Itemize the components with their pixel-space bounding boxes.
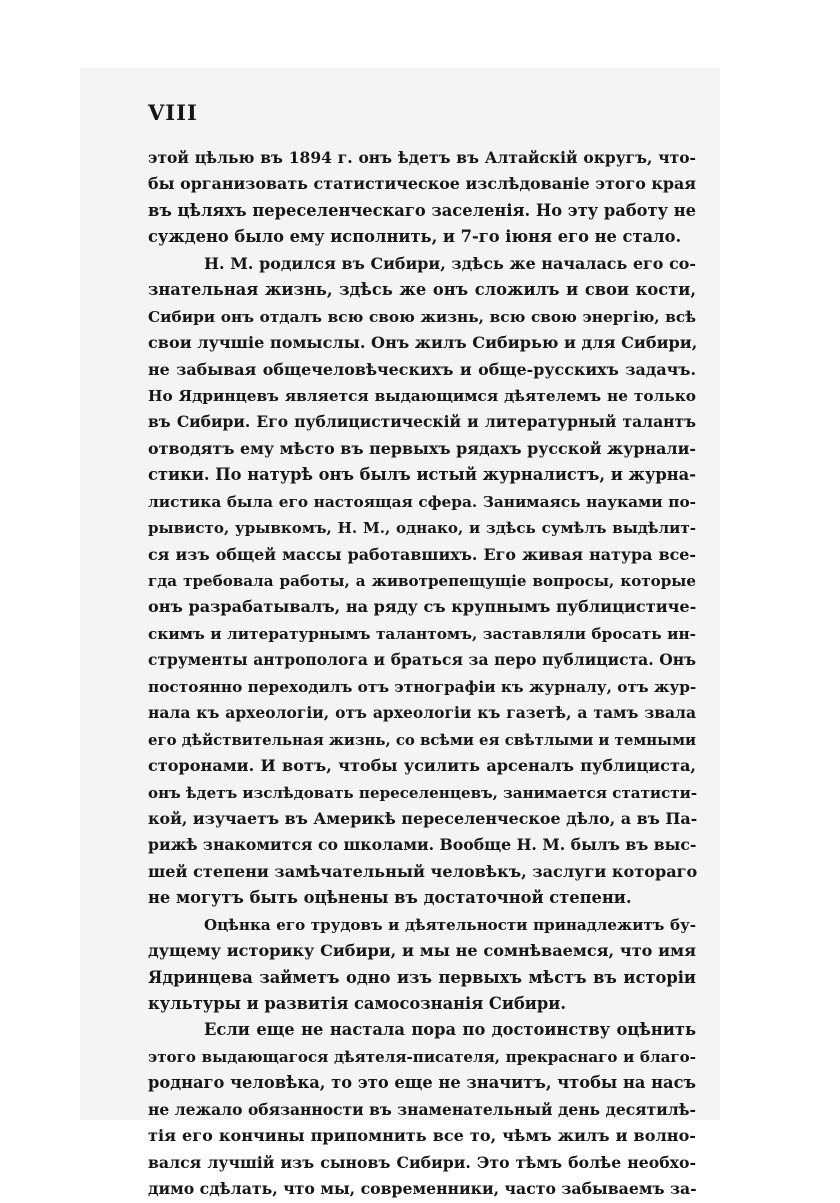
text-line: тія его кончины припомнить все то, чѣмъ жилъ и волно- [148, 1126, 696, 1146]
text-line: вался лучшій изъ сыновъ Сибири. Это тѣмъ болѣе необхо- [148, 1152, 696, 1172]
text-line: онъ разрабатывалъ, на ряду съ крупнымъ публицистиче- [148, 597, 697, 617]
text-line: постоянно переходилъ отъ этнографіи къ журналу, отъ жур- [148, 677, 697, 696]
text-line: листика была его настоящая сфера. Занимаясь науками по- [148, 492, 696, 511]
text-line: не забывая общечеловѣческихъ и обще-русскихъ задачъ. [148, 359, 696, 379]
text-line: въ Сибири. Его публицистическій и литературный талантъ [148, 412, 696, 432]
text-line: свои лучшіе помыслы. Онъ жилъ Сибирью и для Сибири, [148, 333, 698, 353]
text-line: гда требовала работы, а животрепещущіе вопросы, которые [148, 572, 696, 590]
text-line: стики. По натурѣ онъ былъ истый журналистъ, и журна- [148, 465, 696, 485]
text-line: Н. М. родился въ Сибири, здѣсь же началась его со- [204, 253, 696, 273]
text-line: кой, изучаетъ въ Америкѣ переселенческое дѣло, а въ Па- [148, 808, 698, 828]
text-line: бы организовать статистическое изслѣдованіе этого края [148, 174, 696, 194]
text-line: знательная жизнь, здѣсь же онъ сложилъ и свои кости, [148, 280, 696, 300]
text-line: Сибири онъ отдалъ всю свою жизнь, всю свою энергію, всѣ [148, 307, 696, 326]
text-line: струменты антрополога и браться за перо публициста. Онъ [148, 650, 696, 670]
text-line: Если еще не настала пора по достоинству оцѣнить [204, 1020, 696, 1040]
text-line: не лежало обязанности въ знаменательный день десятилѣ- [148, 1099, 696, 1119]
text-line: не могутъ быть оцѣнены въ достаточной степени. [148, 888, 632, 908]
text-line: шей степени замѣчательный человѣкъ, заслуги котораго [148, 861, 698, 881]
text-line: культуры и развитія самосознанія Сибири. [148, 994, 567, 1013]
text-line: этой цѣлью въ 1894 г. онъ ѣдетъ въ Алтайскій округъ, что- [148, 148, 696, 167]
text-line: рывисто, урывкомъ, Н. М., однако, и здѣсь сумѣлъ выдѣлит- [148, 519, 696, 538]
page-number: VIII [148, 100, 198, 125]
text-line: этого выдающагося дѣятеля-писателя, прекраснаго и благо- [148, 1047, 696, 1066]
text-line: Но Ядринцевъ является выдающимся дѣятелемъ не только [148, 386, 696, 405]
text-line: дущему историку Сибири, и мы не сомнѣваемся, что имя [148, 941, 696, 961]
text-line: ся изъ общей массы работавшихъ. Его живая натура все- [148, 544, 696, 564]
text-line: отводятъ ему мѣсто въ первыхъ рядахъ русской журнали- [148, 438, 696, 458]
text-line: его дѣйствительная жизнь, со всѣми ея свѣтлыми и темными [148, 730, 697, 749]
text-line: въ цѣляхъ переселенческаго заселенія. Но эту работу не [148, 200, 696, 220]
text-line: Оцѣнка его трудовъ и дѣятельности принадлежитъ бу- [204, 915, 696, 934]
text-line: роднаго человѣка, то это еще не значитъ, чтобы на насъ [148, 1073, 696, 1093]
text-line: нала къ археологіи, отъ археологіи къ газетѣ, а тамъ звала [148, 703, 696, 723]
text-line: сторонами. И вотъ, чтобы усилить арсеналъ публициста, [148, 756, 696, 776]
text-line: скимъ и литературнымъ талантомъ, заставляли бросать ин- [148, 624, 696, 643]
text-line: рижѣ знакомится со школами. Вообще Н. М. былъ въ выс- [148, 835, 697, 855]
text-line: онъ ѣдетъ изслѣдовать переселенцевъ, занимается статисти- [148, 783, 698, 802]
text-line: димо сдѣлать, что мы, современники, часто забываемъ за- [148, 1179, 697, 1199]
body-text [148, 145, 696, 1203]
text-line: суждено было ему исполнить, и 7-го іюня его не стало. [148, 227, 682, 247]
text-line: Ядринцева займетъ одно изъ первыхъ мѣстъ въ исторіи [148, 967, 696, 987]
